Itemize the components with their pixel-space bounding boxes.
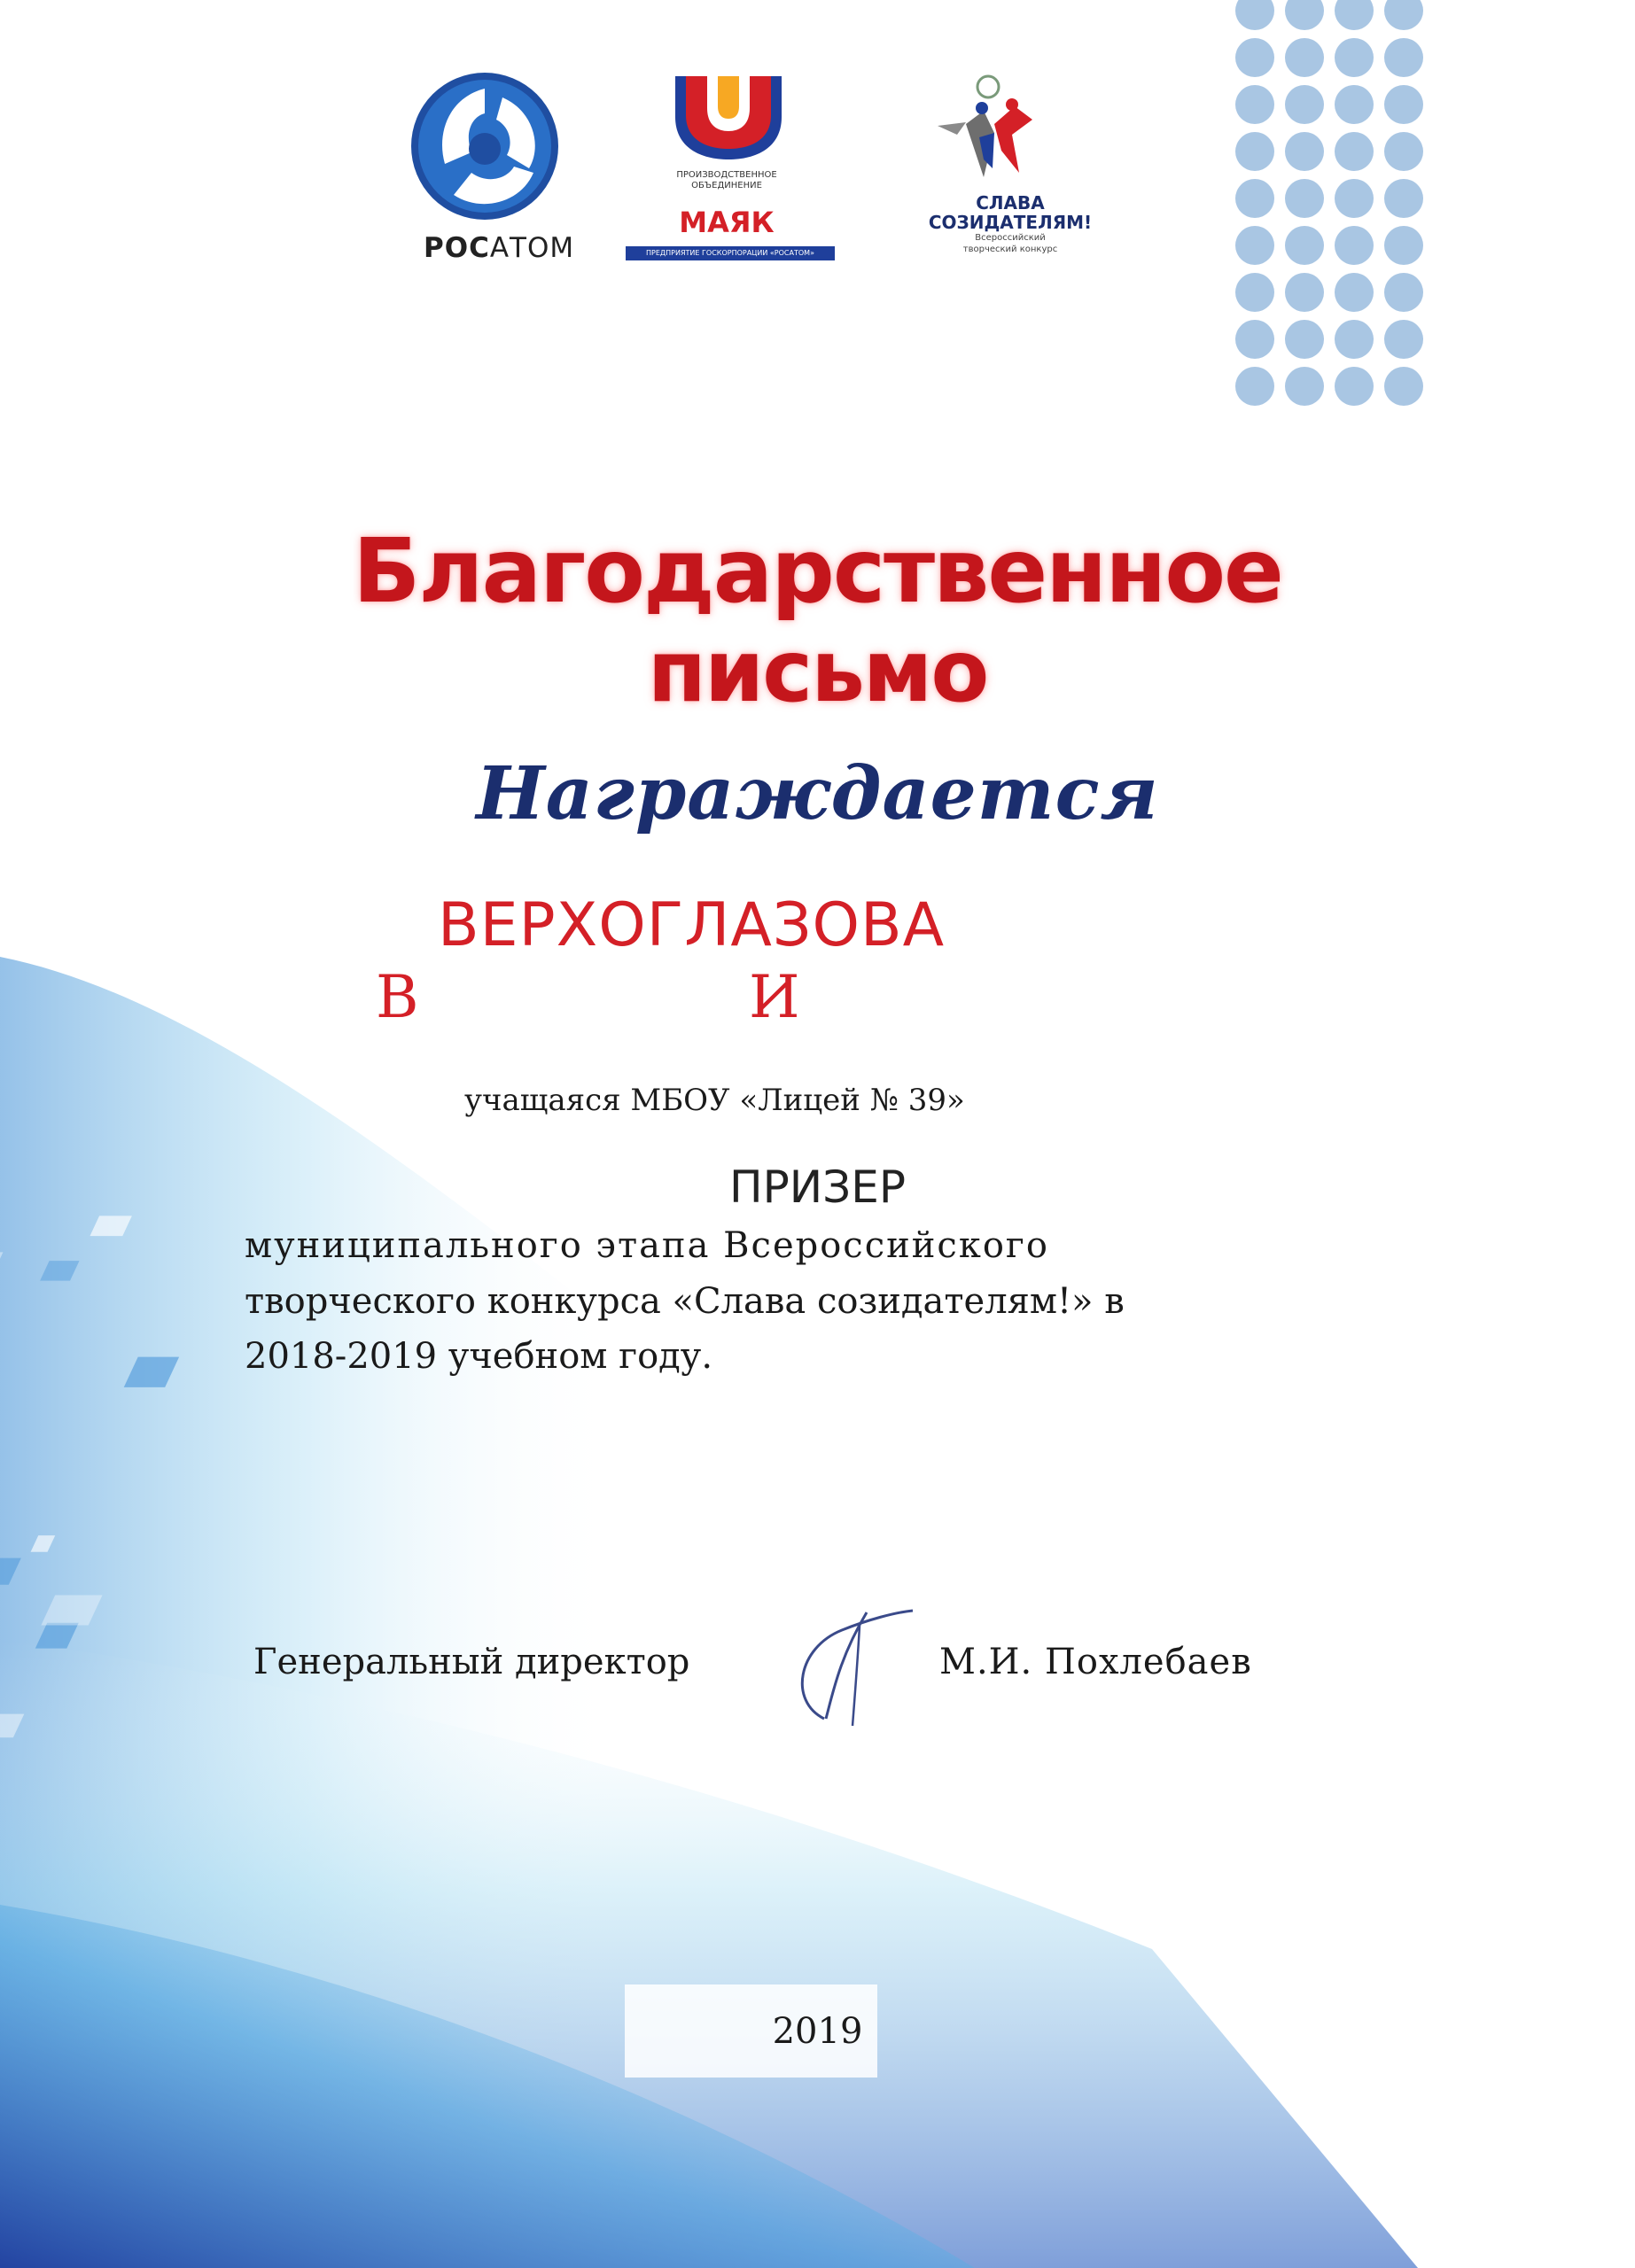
decorative-dot [1335, 38, 1374, 77]
mayak-bar-caption: ПРЕДПРИЯТИЕ ГОСКОРПОРАЦИИ «РОСАТОМ» [626, 246, 835, 260]
slava-caption: СЛАВА СОЗИДАТЕЛЯМ! [928, 192, 1093, 233]
decorative-dot [1384, 273, 1423, 312]
decorative-dot [1335, 85, 1374, 124]
decorative-dot [1384, 226, 1423, 265]
prize-title: ПРИЗЕР [729, 1161, 906, 1213]
decorative-dot [1384, 320, 1423, 359]
rosatom-caption: РОСАТОМ [424, 232, 575, 264]
decorative-dot [1285, 367, 1324, 406]
student-school: учащаяся МБОУ «Лицей № 39» [464, 1083, 965, 1118]
description-line3: 2018-2019 учебном году. [245, 1336, 713, 1377]
decorative-dot [1285, 179, 1324, 218]
description-line2: творческого конкурса «Слава созидателям!» в [245, 1281, 1125, 1322]
slava-sozidatelyam-logo-icon [930, 71, 1046, 186]
description-line1: муниципального этапа Всероссийского [245, 1225, 1049, 1266]
decorative-dot [1335, 273, 1374, 312]
mayak-logo-icon [672, 73, 785, 161]
decorative-dot [1384, 179, 1423, 218]
decorative-dot [1285, 132, 1324, 171]
decorative-dot [1335, 0, 1374, 30]
recipient-surname: ВЕРХОГЛАЗОВА [438, 890, 946, 960]
mayak-caption-line2: ОБЪЕДИНЕНИЕ [691, 181, 762, 190]
decorative-dot [1285, 0, 1324, 30]
decorative-dot [1235, 367, 1274, 406]
decorative-dot [1335, 367, 1374, 406]
awarded-heading: Награждается [476, 751, 1159, 836]
mayak-name: МАЯК [679, 206, 775, 239]
decorative-dot [1285, 85, 1324, 124]
decorative-dot [1235, 179, 1274, 218]
signer-position: Генеральный директор [253, 1642, 690, 1682]
signature-icon [771, 1595, 922, 1728]
decorative-dot [1235, 38, 1274, 77]
mayak-caption-line1: ПРОИЗВОДСТВЕННОЕ [676, 170, 777, 180]
decorative-dot [1235, 85, 1274, 124]
decorative-dot [1384, 132, 1423, 171]
decorative-dot [1335, 132, 1374, 171]
decorative-dot [1235, 273, 1274, 312]
recipient-initial-1: В [376, 963, 419, 1031]
decorative-dot [1285, 273, 1324, 312]
certificate-title-line1: Благодарственное [353, 519, 1282, 623]
decorative-dot [1335, 179, 1374, 218]
decorative-dot [1384, 85, 1423, 124]
decorative-dot [1285, 226, 1324, 265]
slava-subcaption: Всероссийский творческий конкурс [962, 233, 1058, 254]
certificate-title-line2: письмо [647, 622, 988, 721]
decorative-dot [1285, 320, 1324, 359]
decorative-dot [1235, 226, 1274, 265]
recipient-initial-2: И [749, 963, 800, 1031]
rosatom-logo-icon [409, 71, 560, 221]
decorative-dot [1384, 367, 1423, 406]
decorative-dot [1235, 0, 1274, 30]
decorative-dot [1235, 320, 1274, 359]
dot-grid-decoration [1223, 0, 1453, 434]
decorative-dot [1235, 132, 1274, 171]
decorative-dot [1335, 226, 1374, 265]
decorative-dot [1285, 38, 1324, 77]
decorative-dot [1384, 38, 1423, 77]
decorative-dot [1335, 320, 1374, 359]
certificate-year: 2019 [772, 2011, 863, 2052]
decorative-dot [1384, 0, 1423, 30]
signer-name: М.И. Похлебаев [939, 1642, 1252, 1682]
